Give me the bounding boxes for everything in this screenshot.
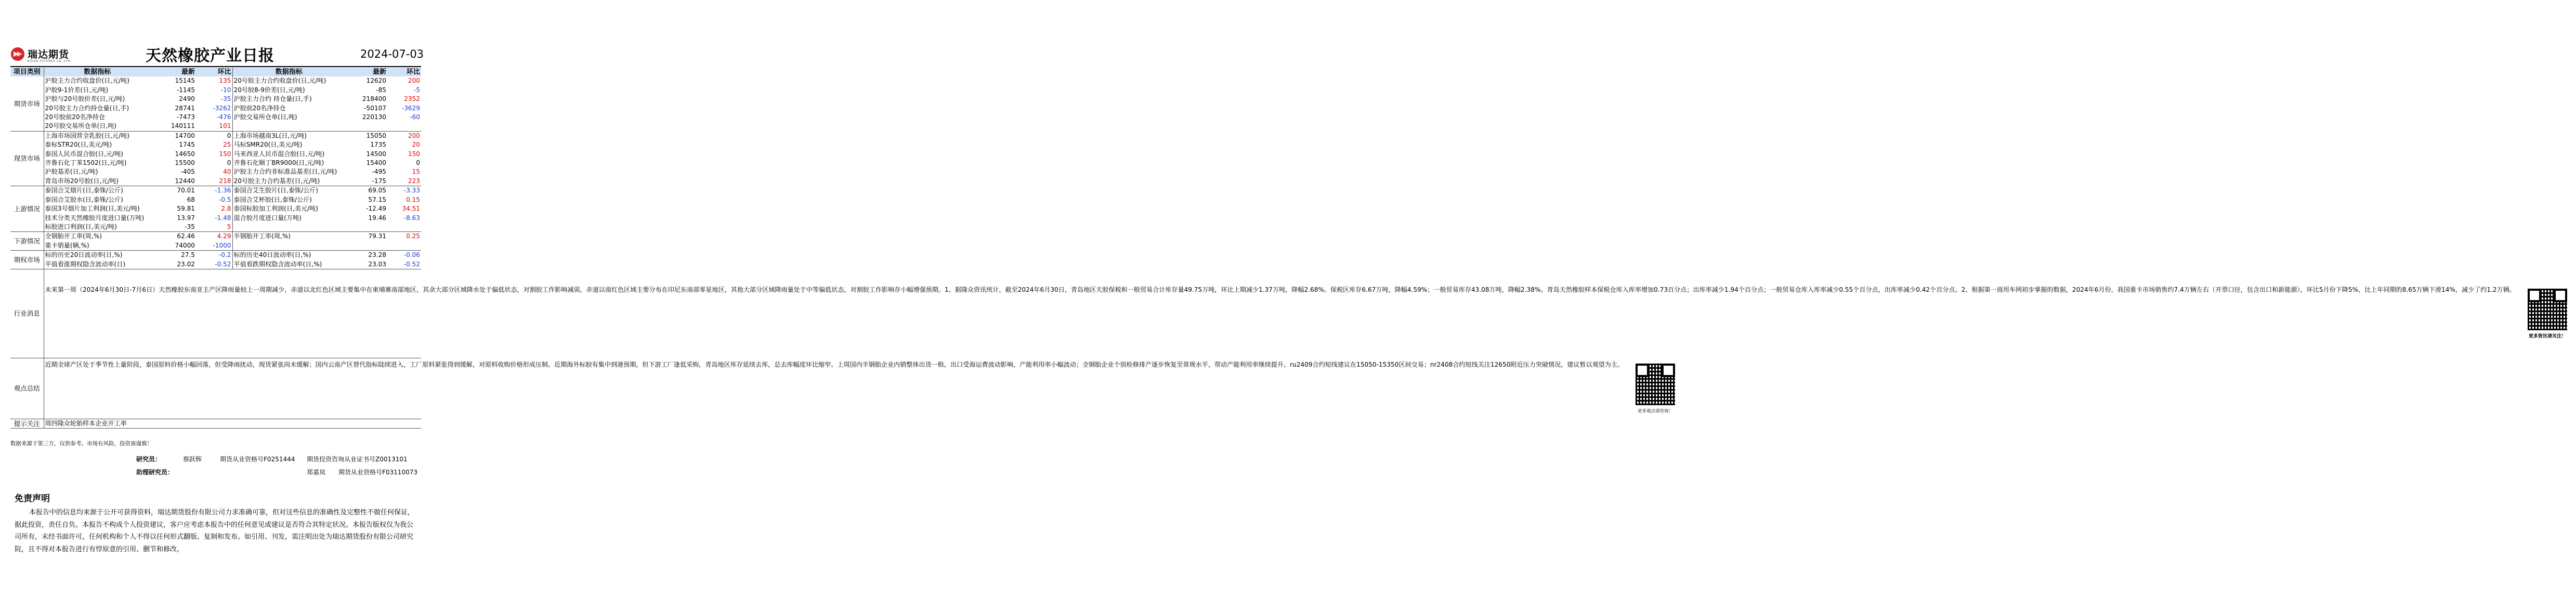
indicator-name: 上海市场国营全乳胶(日,元/吨) (45, 132, 129, 139)
researcher-label: 研究员： (136, 456, 162, 463)
assistant-label: 助理研究员： (136, 469, 174, 476)
logo-subtext: RUIDA FUTURES CO.,LTD. (28, 60, 72, 63)
change-value: 5 (196, 223, 232, 232)
table-row (10, 122, 421, 131)
indicator-name: 沪胶与20号胶价差(日,元/吨) (45, 95, 125, 103)
change-value: 200 (408, 77, 420, 85)
qr-caption: 更多资讯请关注！ (2528, 334, 2566, 340)
change-value: 101 (196, 122, 232, 131)
latest-value: 28741 (175, 104, 195, 112)
indicator-name: 平值看跌期权隐含波动率(日,%) (232, 260, 345, 269)
latest-value: 218400 (362, 95, 386, 103)
change-value: -0.52 (196, 260, 232, 269)
qr-code-icon (1636, 364, 1675, 405)
latest-value: -1145 (176, 86, 195, 94)
latest-value: 27.5 (181, 251, 195, 259)
qr-block (1627, 360, 1684, 416)
change-value: -35 (196, 95, 232, 104)
section-category: 期货市场 (10, 76, 44, 131)
change-value: -1.36 (196, 186, 232, 196)
latest-value: 1735 (370, 141, 386, 149)
section-category: 下游情况 (10, 232, 44, 251)
researcher-cert: 期货从业资格号F0251444 (220, 456, 295, 463)
change-value (387, 241, 421, 251)
latest-value: -405 (180, 168, 195, 176)
latest-value: 74000 (151, 241, 196, 251)
view-row (10, 358, 421, 419)
change-value: 20 (412, 141, 420, 149)
change-value: -1.48 (196, 214, 232, 223)
indicator-name: 沪胶主力合约非标准品基差(日,元/吨) (233, 168, 337, 176)
latest-value: 15050 (366, 132, 386, 139)
latest-value (345, 241, 387, 251)
latest-value: -85 (376, 86, 386, 94)
table-row (10, 186, 421, 196)
header-category: 项目类别 (10, 68, 44, 76)
researcher-advisory-cert: 期货投资咨询从业证书号Z0013101 (307, 456, 408, 463)
section-category: 现货市场 (10, 131, 44, 186)
change-value: -3629 (401, 104, 420, 112)
reminder-category: 提示关注 (10, 419, 44, 428)
indicator-name: 沪胶9-1价差(日,元/吨) (45, 86, 109, 94)
latest-value: 23.03 (345, 260, 387, 269)
change-value: 223 (387, 177, 421, 186)
indicator-name: 标的历史40日波动率(日,%) (233, 251, 311, 259)
indicator-name: 标的历史20日波动率(日,%) (45, 251, 123, 259)
indicator-name: 20号胶主力合约持仓量(日,手) (45, 104, 129, 112)
latest-value: 23.02 (151, 260, 196, 269)
latest-value: 15400 (366, 159, 386, 167)
researcher-name: 蔡跃辉 (183, 456, 202, 463)
latest-value: 59.81 (177, 205, 195, 213)
latest-value: 23.28 (368, 251, 386, 259)
table-row (10, 204, 421, 213)
change-value: 150 (408, 150, 420, 158)
header-change: 环比 (387, 68, 421, 76)
qr-code-icon (2528, 289, 2567, 330)
table-row (10, 104, 421, 113)
header-change: 环比 (196, 68, 232, 76)
table-header-row (10, 68, 421, 76)
change-value: 150 (196, 150, 232, 159)
disclaimer-title: 免责声明 (15, 494, 50, 504)
change-value: 218 (196, 177, 232, 186)
table-row (10, 223, 421, 232)
company-logo (10, 46, 78, 67)
report-date: 2024-07-03 (360, 48, 424, 60)
view-category: 观点总结 (10, 358, 44, 419)
latest-value: 15500 (175, 159, 195, 167)
indicator-name (232, 223, 345, 232)
header-indicator: 数据指标 (44, 68, 151, 76)
latest-value: 79.31 (368, 232, 386, 240)
change-value: 2.8 (196, 204, 232, 213)
latest-value: -495 (372, 168, 386, 176)
table-row (10, 95, 421, 104)
header-divider (10, 66, 421, 67)
latest-value: 62.46 (177, 232, 195, 240)
change-value: -476 (196, 113, 232, 122)
latest-value: 68 (187, 196, 195, 203)
indicator-name: 沪胶前20名净持仓 (233, 104, 286, 112)
indicator-name: 20号胶主力合约基差(日,元/吨) (232, 177, 345, 186)
table-row (10, 76, 421, 85)
data-source-note: 数据来源于第三方，仅供参考。市场有风险，投资需谨慎！ (10, 441, 152, 447)
indicator-name: 沪胶主力合约 持仓量(日,手) (233, 95, 312, 103)
indicator-name: 20号胶交易所仓单(日,吨) (44, 122, 151, 131)
latest-value: 15145 (175, 77, 195, 85)
table-row (10, 167, 421, 176)
table-row (10, 260, 421, 269)
indicator-name: 沪胶主力合约收盘价(日,元/吨) (45, 77, 129, 85)
indicator-name: 泰国合艾胶水(日,泰铢/公斤) (45, 196, 123, 203)
indicator-name: 泰国标胶加工利润(日,美元/吨) (233, 205, 318, 213)
header-latest: 最新 (151, 68, 196, 76)
latest-value: -35 (151, 223, 196, 232)
latest-value: 220130 (362, 113, 386, 121)
change-value: 4.29 (196, 232, 232, 241)
logo-text: 瑞达期货 (28, 49, 70, 60)
view-text: 近期全球产区处于季节性上量阶段，泰国原料价格小幅回落，但受降雨扰动，现货紧张尚未缓解；国内云南产区替代指标陆续进入，工厂原料紧张得到缓解，对原料收购价格形成压制。近期海外标胶有集中到港预期，但下游工厂逢低采购，青岛地区库存延续去库，总去库幅度环比缩窄。上周国内半钢胎企业内销整体出货一般，出口受海运费波动影响，产能利用率小幅波动；全钢胎企业个别检修排产逐步恢复至常规水平，带动产能利用率继续提升。ru2409合约短线建议在15050-15350区间交易；nr2408合约短线关注12650附近压力突破情况，建议暂以观望为主。 (45, 361, 1624, 369)
change-value: -8.63 (403, 214, 420, 222)
change-value: -60 (410, 113, 420, 121)
indicator-name: 20号胶前20名净持仓 (45, 113, 105, 121)
change-value: 2352 (404, 95, 420, 103)
change-value: 0.15 (406, 196, 420, 203)
change-value: -1000 (196, 241, 232, 251)
latest-value: 140111 (151, 122, 196, 131)
latest-value: 2490 (179, 95, 195, 103)
indicator-name: 齐鲁石化顺丁BR9000(日,元/吨) (233, 159, 324, 167)
indicator-name (232, 241, 345, 251)
latest-value: 13.97 (177, 214, 195, 222)
latest-value (345, 122, 387, 131)
qr-block (2519, 286, 2576, 341)
change-value: -5 (413, 86, 420, 94)
table-row (10, 196, 421, 204)
change-value (387, 122, 421, 131)
latest-value: 69.05 (368, 187, 386, 195)
indicator-name: 重卡销量(辆,%) (44, 241, 151, 251)
change-value: -0.52 (387, 260, 421, 269)
change-value: -3262 (196, 104, 232, 113)
table-row (10, 177, 421, 186)
latest-value: -50107 (364, 104, 386, 112)
table-row (10, 113, 421, 122)
change-value: 25 (196, 140, 232, 149)
change-value: -0.06 (403, 251, 420, 259)
change-value: 15 (412, 168, 420, 176)
data-table (10, 68, 2566, 429)
latest-value: -7473 (176, 113, 195, 121)
indicator-name: 马来西亚人民币混合胶(日,元/吨) (233, 150, 325, 158)
change-value: 135 (196, 76, 232, 85)
report-title: 天然橡胶产业日报 (146, 47, 274, 65)
indicator-name: 沪胶基差(日,元/吨) (45, 168, 98, 176)
change-value: 200 (408, 132, 420, 139)
change-value: -0.5 (196, 196, 232, 204)
latest-value: -175 (345, 177, 387, 186)
latest-value: 14700 (175, 132, 195, 139)
latest-value: 70.01 (177, 187, 195, 195)
indicator-name: 泰国人民币混合胶(日,元/吨) (45, 150, 123, 158)
latest-value: 14500 (366, 150, 386, 158)
change-value: 34.51 (402, 205, 420, 213)
news-text: 未来第一周（2024年6月30日-7月6日）天然橡胶东南亚主产区降雨量较上一周期减少，赤道以北红色区域主要集中在柬埔寨南部地区，其余大部分区域降水处于偏低状态，对割胶工作影响减弱，赤道以南红色区域主要分布在印尼东南部零星地区，其他大部分区域降雨量处于中等偏低状态，对割胶工作影响存小幅增强预期。1、据隆众资讯统计，截至2024年6月30日，青岛地区天胶保税和一般贸易合计库存量49.75万吨，环比上期减少1.37万吨，降幅2.68%。保税区库存6.67万吨，降幅4.59%；一般贸易库存43.08万吨，降幅2.38%。青岛天然橡胶样本保税仓库入库率增加0.73百分点；出库率减少1.94个百分点；一般贸易仓库入库率减少0.55个百分点，出库率减少0.42个百分点。2、根据第一商用车网初步掌握的数据，2024年6月份，我国重卡市场销售约7.4万辆左右（开票口径，包含出口和新能源），环比5月份下降5%，比上年同期的8.65万辆下滑14%，减少了约1.2万辆。 (45, 286, 2516, 294)
table-row (10, 232, 421, 241)
change-value: 40 (196, 167, 232, 176)
reminder-text: 周四隆众轮胎样本企业开工率 (44, 419, 421, 428)
change-value (387, 223, 421, 232)
change-value: -3.33 (403, 187, 420, 195)
reminder-row (10, 419, 421, 428)
indicator-name: 技术分类天然橡胶月度进口量(万吨) (45, 214, 145, 222)
change-value: 0 (416, 159, 420, 167)
indicator-name: 泰国合艾烟片(日,泰铢/公斤) (45, 187, 123, 195)
latest-value: 57.15 (368, 196, 386, 203)
table-row (10, 86, 421, 95)
change-value: 0 (196, 159, 232, 167)
news-row (10, 269, 421, 358)
section-category: 上游情况 (10, 186, 44, 232)
latest-value: 12440 (151, 177, 196, 186)
indicator-name: 上海市场越南3L(日,元/吨) (233, 132, 307, 139)
disclaimer-text: 本报告中的信息均来源于公开可获得资料，瑞达期货股份有限公司力求准确可靠，但对这些信息的准确性及完整性不做任何保证，据此投资，责任自负。本报告不构成个人投资建议，客户应考虑本报告中的任何意见或建议是否符合其特定状况。本报告版权仅为我公司所有，未经书面许可，任何机构和个人不得以任何形式翻版、复制和发布。如引用、刊发，需注明出处为瑞达期货股份有限公司研究院，且不得对本报告进行有悖原意的引用、删节和修改。 (15, 509, 415, 553)
table-row (10, 140, 421, 149)
table-row (10, 214, 421, 223)
indicator-name: 泰国合艾生胶片(日,泰铢/公斤) (233, 187, 318, 195)
view-cell (44, 358, 1673, 419)
latest-value: 14650 (175, 150, 195, 158)
indicator-name: 全钢胎开工率(周,%) (45, 232, 102, 240)
section-category: 期权市场 (10, 251, 44, 269)
qr-caption: 更多观点请咨询！ (1638, 409, 1673, 415)
latest-value: -12.49 (366, 205, 386, 213)
assistant-cert: 期货从业资格号F03110073 (338, 469, 417, 476)
table-row (10, 241, 421, 251)
indicator-name: 青岛市场20号胶(日,元/吨) (44, 177, 151, 186)
logo-icon (10, 47, 25, 61)
change-value: -10 (196, 86, 232, 95)
indicator-name: 马标SMR20(日,美元/吨) (233, 141, 303, 149)
table-row (10, 131, 421, 140)
header-latest: 最新 (345, 68, 387, 76)
news-category: 行业消息 (10, 269, 44, 358)
table-row (10, 159, 421, 167)
news-cell (44, 269, 2566, 358)
indicator-name (232, 122, 345, 131)
indicator-name: 齐鲁石化丁苯1502(日,元/吨) (45, 159, 127, 167)
assistant-name: 郑嘉岚 (307, 469, 326, 476)
indicator-name: 混合胶月度进口量(万吨) (233, 214, 302, 222)
header-indicator: 数据指标 (232, 68, 345, 76)
table-row (10, 251, 421, 260)
indicator-name: 平值看涨期权隐含波动率(日) (44, 260, 151, 269)
latest-value: 12620 (366, 77, 386, 85)
change-value: 0.25 (406, 232, 420, 240)
indicator-name: 半钢胎开工率(周,%) (233, 232, 291, 240)
indicator-name: 20号胶8-9价差(日,元/吨) (233, 86, 305, 94)
latest-value: 19.46 (368, 214, 386, 222)
indicator-name: 泰国3号烟片加工利润(日,美元/吨) (45, 205, 140, 213)
latest-value (345, 223, 387, 232)
indicator-name: 泰标STR20(日,美元/吨) (45, 141, 112, 149)
indicator-name: 沪胶交易所仓单(日,吨) (233, 113, 297, 121)
indicator-name: 泰国合艾杯胶(日,泰铢/公斤) (233, 196, 312, 203)
latest-value: 1745 (179, 141, 195, 149)
change-value: 0 (196, 131, 232, 140)
indicator-name: 标胶进口利润(日,美元/吨) (44, 223, 151, 232)
table-row (10, 150, 421, 159)
indicator-name: 20号胶主力合约收盘价(日,元/吨) (233, 77, 326, 85)
change-value: -0.2 (196, 251, 232, 260)
